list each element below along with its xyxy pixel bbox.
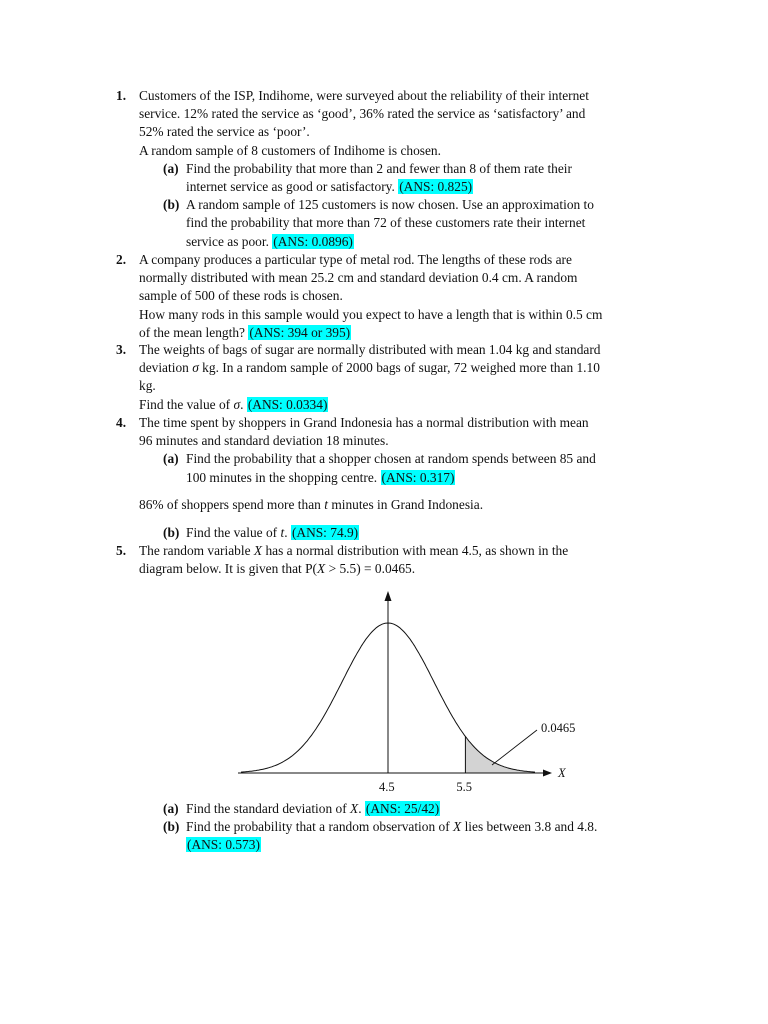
tail-tick-label: 5.5: [456, 780, 473, 794]
answer-highlight: (ANS: 25/42): [365, 801, 440, 816]
variable-t: t: [324, 497, 328, 512]
sigma-symbol: σ: [192, 360, 199, 376]
part-text: internet service as good or satisfactory.: [186, 179, 395, 195]
question-2: [0, 251, 679, 342]
answer-highlight: (ANS: 394 or 395): [249, 324, 351, 340]
question-text: diagram below. It is given that P(: [139, 561, 318, 577]
part-b: (b) Find the value of t. (ANS: 74.9): [139, 524, 679, 542]
part-text: Find the probability that a random observation of: [186, 819, 450, 835]
question-text: A random sample of 8 customers of Indihome is chosen.: [139, 142, 441, 158]
question-text: 96 minutes and standard deviation 18 minutes.: [139, 433, 389, 449]
part-label: (a): [163, 801, 179, 816]
question-text: 52% rated the service as ‘poor’.: [139, 124, 310, 140]
question-text: Find the value of: [139, 396, 231, 412]
question-text: Customers of the ISP, Indihome, were surveyed about the reliability of their internet: [139, 88, 589, 103]
part-label: (b): [163, 197, 180, 213]
part-label: (a): [163, 451, 179, 467]
part-label: (b): [163, 525, 180, 540]
part-text: A random sample of 125 customers is now chosen. Use an approximation to: [186, 197, 594, 213]
variable-x: X: [317, 561, 326, 577]
area-label: 0.0465: [541, 721, 576, 735]
question-5: [0, 542, 679, 578]
question-number: 2.: [116, 252, 127, 267]
answer-highlight: (ANS: 0.573): [187, 837, 260, 853]
question-text: The weights of bags of sugar are normally distributed with mean 1.04 kg and standard: [139, 342, 601, 357]
question-number: 3.: [116, 342, 127, 357]
mean-tick-label: 4.5: [379, 780, 395, 794]
question-text: > 5.5) = 0.0465.: [328, 561, 416, 577]
part-text: 100 minutes in the shopping centre.: [186, 469, 378, 485]
question-text: normally distributed with mean 25.2 cm and standard deviation 0.4 cm. A random: [139, 270, 578, 286]
part-a: (a) Find the standard deviation of X. (ANS: 25/42): [139, 800, 679, 818]
y-axis-arrow: [385, 591, 392, 601]
question-text: of the mean length?: [139, 324, 245, 340]
part-b: [139, 818, 679, 854]
sigma-symbol: σ: [233, 396, 241, 412]
question-text: The random variable: [139, 543, 251, 558]
variable-x: X: [350, 801, 359, 816]
part-text: Find the value of: [186, 525, 278, 540]
tail-shaded-area: [465, 736, 535, 773]
part-label: (b): [163, 819, 180, 835]
axis-label-x: X: [558, 766, 566, 780]
question-number: 4.: [116, 415, 127, 430]
area-pointer-line: [492, 730, 537, 765]
answer-highlight: (ANS: 0.825): [399, 179, 473, 195]
question-1: [0, 87, 679, 251]
normal-distribution-diagram: [230, 585, 576, 795]
question-text: service. 12% rated the service as ‘good’, 36% rated the service as ‘satisfactory’ and: [139, 106, 586, 122]
part-text: Find the probability that more than 2 and fewer than 8 of them rate their: [186, 160, 572, 176]
part-text: find the probability that more than 72 of these customers rate their internet: [186, 215, 586, 231]
x-axis-arrow: [543, 770, 552, 777]
question-text: The time spent by shoppers in Grand Indonesia has a normal distribution with mean: [139, 415, 589, 430]
question-text: minutes in Grand Indonesia.: [331, 497, 484, 512]
question-text: 86% of shoppers spend more than: [139, 497, 321, 512]
question-text: has a normal distribution with mean 4.5, as shown in the: [265, 543, 569, 558]
question-number: 5.: [116, 543, 127, 558]
question-text: How many rods in this sample would you expect to have a length that is within 0.5 cm: [139, 306, 603, 322]
question-text: sample of 500 of these rods is chosen.: [139, 288, 343, 304]
answer-highlight: (ANS: 0.0896): [273, 233, 353, 249]
question-4-statement: [0, 496, 679, 514]
question-4-part-b: [0, 524, 679, 542]
question-text: deviation: [139, 360, 189, 376]
part-b: [139, 196, 679, 251]
answer-highlight: (ANS: 0.317): [381, 469, 455, 485]
question-3: 3. The weights of bags of sugar are normally distributed with mean 1.04 kg and standard deviation σ kg. In a random sample of 2000 bags of sugar, 72 weighed more than 1.10 kg. Find the value of σ. (ANS: 0.0334): [0, 341, 679, 414]
question-4: [0, 414, 679, 487]
variable-x: X: [453, 819, 462, 835]
variable-x: X: [253, 543, 263, 558]
part-a: [139, 160, 679, 196]
question-5-parts: [0, 800, 679, 855]
part-text: lies between 3.8 and 4.8.: [464, 819, 598, 835]
question-text: kg.: [139, 378, 156, 394]
answer-highlight: (ANS: 0.0334): [247, 396, 328, 412]
part-text: service as poor.: [186, 233, 269, 249]
part-text: Find the standard deviation of: [186, 801, 347, 816]
part-a: [139, 450, 679, 486]
part-label: (a): [163, 160, 179, 176]
question-text: A company produces a particular type of metal rod. The lengths of these rods are: [139, 252, 572, 267]
variable-t: t: [280, 525, 285, 540]
question-text: kg. In a random sample of 2000 bags of sugar, 72 weighed more than 1.10: [202, 360, 600, 376]
part-text: Find the probability that a shopper chosen at random spends between 85 and: [186, 451, 596, 467]
answer-highlight: (ANS: 74.9): [291, 525, 359, 540]
question-number: 1.: [116, 88, 127, 103]
